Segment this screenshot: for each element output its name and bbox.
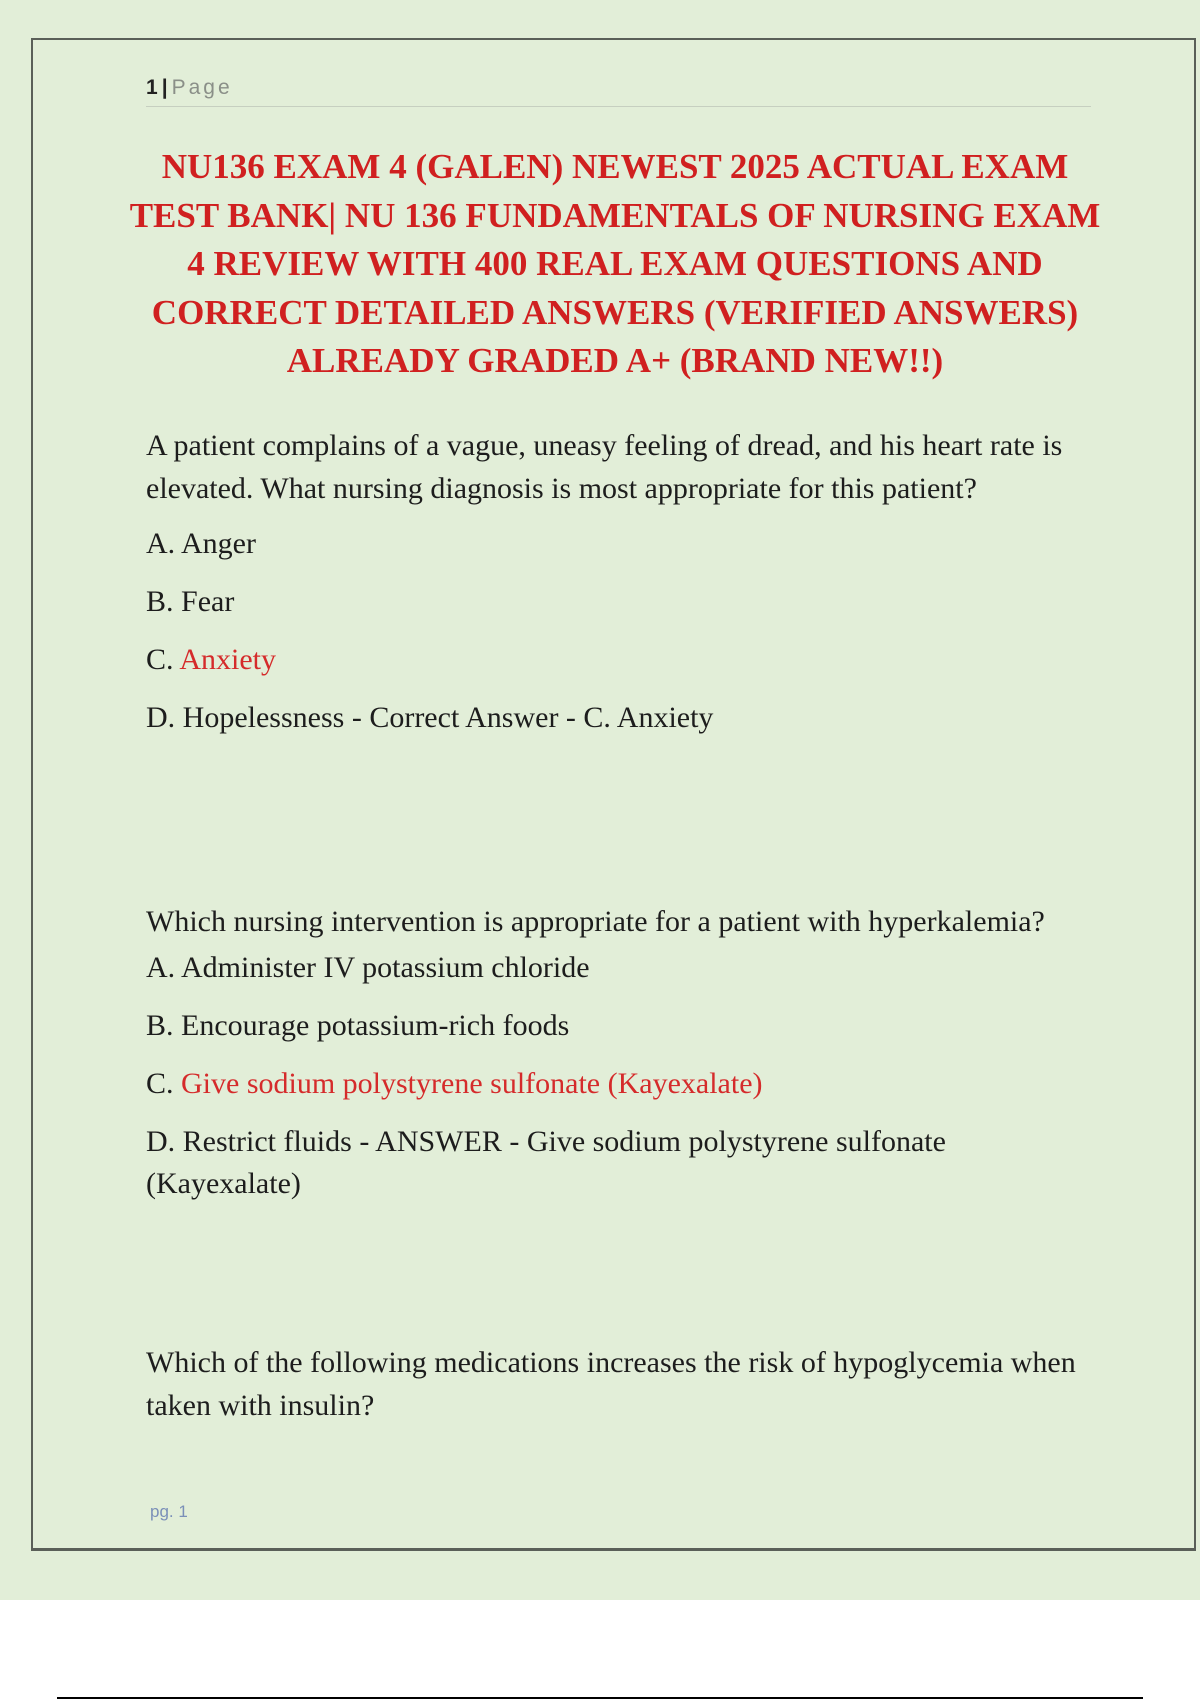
option-text: Restrict fluids xyxy=(182,1124,352,1158)
option-a xyxy=(146,523,1096,565)
question-block-3 xyxy=(146,1342,1096,1427)
option-c-correct xyxy=(146,639,1096,681)
answer-note: - ANSWER - Give sodium polystyrene sulfonate (Kayexalate) xyxy=(146,1124,946,1200)
option-prefix: C. xyxy=(146,643,180,676)
option-prefix: B. xyxy=(146,585,182,618)
bottom-divider xyxy=(57,1697,1143,1699)
option-a xyxy=(146,947,1096,989)
option-b xyxy=(146,581,1096,623)
option-text: Fear xyxy=(181,585,235,618)
option-c-correct xyxy=(146,1063,1096,1105)
page-number: 1 xyxy=(146,76,158,99)
option-prefix: C. xyxy=(146,1066,182,1100)
option-prefix: A. xyxy=(146,950,182,984)
option-text: Administer IV potassium chloride xyxy=(181,950,590,984)
option-prefix: A. xyxy=(146,527,182,560)
option-text: Anger xyxy=(181,527,256,560)
highlighted-answer: Anxiety xyxy=(179,643,277,676)
question-stem: Which of the following medications increases the risk of hypoglycemia when taken with insulin? xyxy=(146,1346,1076,1422)
page-footer: pg. 1 xyxy=(150,1502,188,1521)
question-block-2 xyxy=(146,901,1096,1205)
question-block-1 xyxy=(146,425,1096,739)
highlighted-answer: Give sodium polystyrene sulfonate (Kayexalate) xyxy=(181,1066,763,1100)
header-separator: | xyxy=(161,76,168,99)
option-prefix: D. xyxy=(146,701,183,734)
option-text: Hopelessness xyxy=(182,701,345,734)
page-header xyxy=(146,74,1091,107)
document-title: NU136 EXAM 4 (GALEN) NEWEST 2025 ACTUAL EXAM TEST BANK| NU 136 FUNDAMENTALS OF NURSING EXAM 4 REVIEW WITH 400 REAL EXAM QUESTIONS AND CORRECT DETAILED ANSWERS (VERIFIED ANSWERS) ALREADY GRADED A+ (BRAND NEW!!) xyxy=(129,147,1101,380)
option-prefix: B. xyxy=(146,1008,182,1042)
option-d xyxy=(146,1121,1096,1205)
page-label: Page xyxy=(171,76,233,99)
question-stem: Which nursing intervention is appropriate for a patient with hyperkalemia? xyxy=(146,905,1045,938)
question-stem: A patient complains of a vague, uneasy feeling of dread, and his heart rate is elevated. What nursing diagnosis is most appropriate for this patient? xyxy=(146,429,1063,505)
option-text: Encourage potassium-rich foods xyxy=(181,1008,570,1042)
option-prefix: D. xyxy=(146,1124,183,1158)
answer-note: - Correct Answer - C. Anxiety xyxy=(344,701,714,734)
option-b xyxy=(146,1005,1096,1047)
option-d xyxy=(146,697,1096,739)
